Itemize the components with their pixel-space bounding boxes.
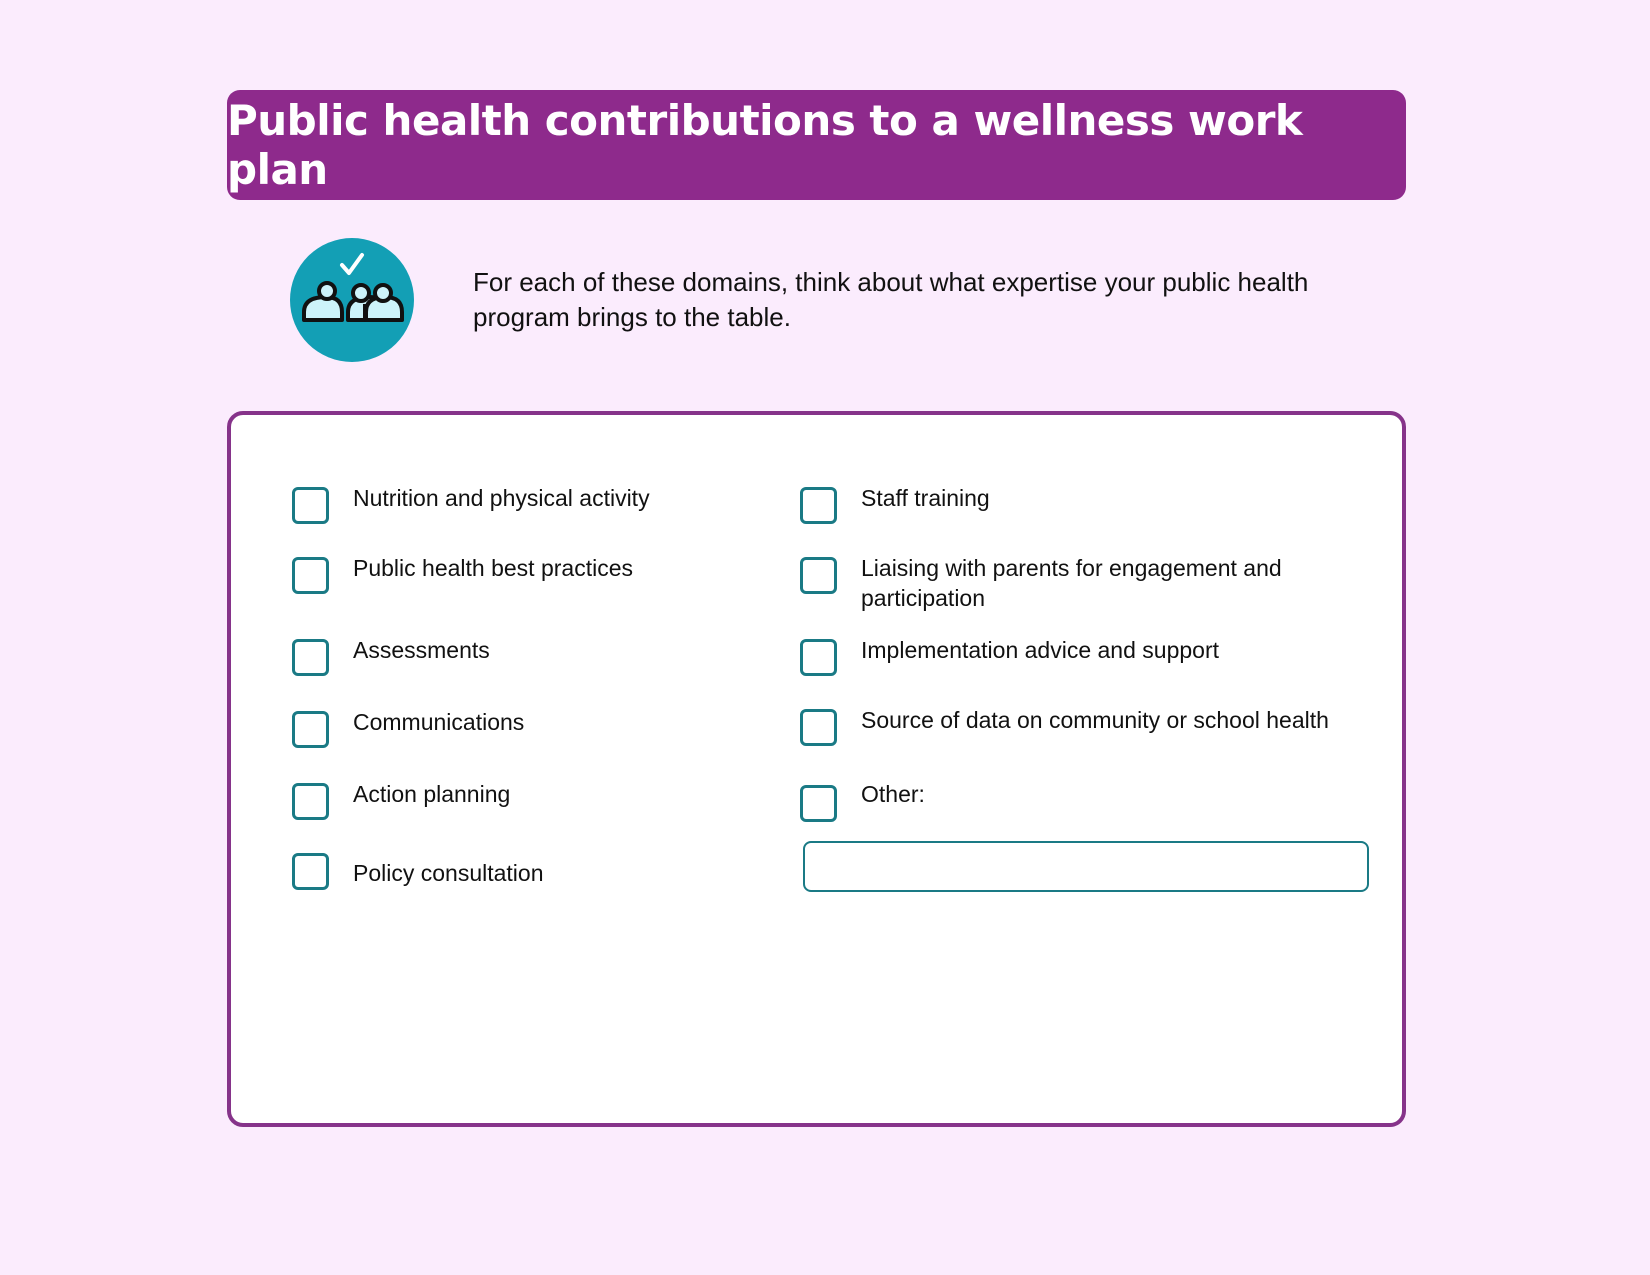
page-title: Public health contributions to a wellness work plan [227,96,1303,194]
checklist-item-label: Assessments [353,637,490,663]
checklist-item-label: Implementation advice and support [861,637,1219,663]
checklist-item-label: Public health best practices [353,555,633,581]
checklist-item-label: Communications [353,709,525,735]
checkbox[interactable] [292,783,329,820]
team-check-icon [290,238,414,362]
checklist-item-action-planning[interactable] [292,783,510,820]
checklist-item-nutrition[interactable] [292,487,650,524]
other-text-field[interactable] [803,841,1369,892]
checkbox[interactable] [800,639,837,676]
checklist-item-label: Liaising with parents for engagement and participation [861,555,1282,611]
checklist-item-policy-consultation[interactable] [292,853,544,890]
checkbox[interactable] [800,557,837,594]
checklist-item-liaising-parents[interactable] [800,557,1301,613]
checklist-item-assessments[interactable] [292,639,490,676]
header-banner [227,90,1406,200]
checkbox[interactable] [800,709,837,746]
checklist-item-label: Source of data on community or school health [861,707,1329,733]
checkbox[interactable] [292,557,329,594]
checklist-item-best-practices[interactable] [292,557,633,594]
checklist-item-label: Staff training [861,485,990,511]
checkbox[interactable] [292,853,329,890]
team-check-graphic [290,238,414,362]
checklist-item-label: Nutrition and physical activity [353,485,650,511]
checkbox[interactable] [292,711,329,748]
checkbox[interactable] [292,639,329,676]
checklist-item-label: Policy consultation [353,860,544,886]
checkbox[interactable] [800,487,837,524]
checklist-panel [227,411,1406,1127]
checklist-item-communications[interactable] [292,711,524,748]
checkbox[interactable] [800,785,837,822]
checklist-item-other[interactable] [800,781,925,822]
checklist-item-label: Other: [861,781,925,807]
checklist-item-implementation[interactable] [800,639,1219,676]
intro-instructions: For each of these domains, think about what expertise your public health program brings to the table. [473,267,1309,332]
checklist-item-label: Action planning [353,781,511,807]
checklist-item-staff-training[interactable] [800,487,990,524]
checklist-item-data-source[interactable] [800,709,1329,746]
checkbox[interactable] [292,487,329,524]
